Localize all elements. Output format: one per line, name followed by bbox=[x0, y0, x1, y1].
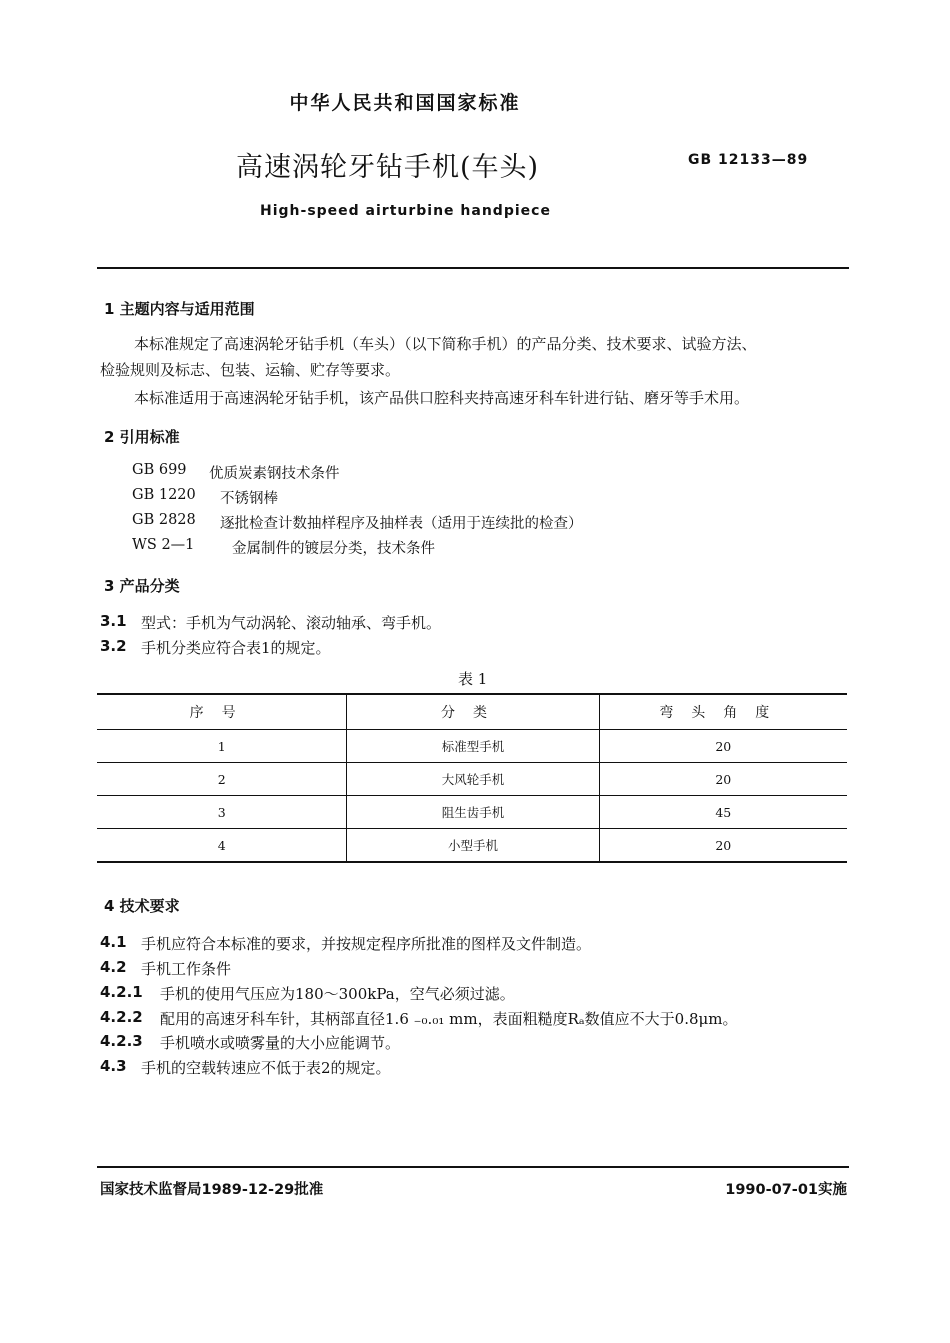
column-header-number: 序号 bbox=[97, 694, 347, 730]
section-1-para-1: 本标准规定了高速涡轮牙钻手机（车头）（以下简称手机）的产品分类、技术要求、试验方法、 bbox=[134, 335, 757, 353]
reference-title: 逐批检查计数抽样程序及抽样表（适用于连续批的检查） bbox=[220, 516, 583, 532]
clause-text: 手机工作条件 bbox=[141, 960, 232, 978]
document-title: 高速涡轮牙钻手机(车头) bbox=[236, 152, 540, 183]
cell-bend-angle: 45 bbox=[599, 796, 847, 829]
table-header-row bbox=[97, 694, 847, 730]
clause-text: 手机的使用气压应为180～300kPa，空气必须过滤。 bbox=[160, 985, 515, 1003]
clause-text: 型式：手机为气动涡轮、滚动轴承、弯手机。 bbox=[141, 614, 442, 632]
cell-number: 4 bbox=[97, 829, 347, 863]
effective-date: 1990-07-01实施 bbox=[725, 1182, 847, 1198]
clause-number: 4.1 bbox=[100, 933, 127, 951]
cell-category: 阻生齿手机 bbox=[347, 796, 599, 829]
clause-number: 4.2.3 bbox=[100, 1032, 143, 1050]
reference-title: 不锈钢棒 bbox=[220, 491, 278, 507]
reference-code: GB 1220 bbox=[132, 487, 196, 503]
cell-number: 2 bbox=[97, 763, 347, 796]
table-row bbox=[97, 829, 847, 863]
section-1-para-2: 本标准适用于高速涡轮牙钻手机，该产品供口腔科夹持高速牙科车针进行钻、磨牙等手术用。 bbox=[134, 389, 750, 407]
approval-date: 国家技术监督局1989-12-29批准 bbox=[100, 1182, 324, 1198]
cell-category: 大风轮手机 bbox=[347, 763, 599, 796]
header-divider bbox=[97, 267, 849, 269]
table-1-caption: 表 1 bbox=[458, 670, 488, 688]
cell-bend-angle: 20 bbox=[599, 730, 847, 763]
clause-text: 手机分类应符合表1的规定。 bbox=[141, 639, 331, 657]
reference-title: 优质炭素钢技术条件 bbox=[209, 466, 340, 482]
table-row bbox=[97, 796, 847, 829]
reference-title: 金属制件的镀层分类，技术条件 bbox=[232, 541, 435, 557]
clause-text: 配用的高速牙科车针，其柄部直径1.6 ₋₀.₀₁ mm，表面粗糙度Rₐ数值应不大于0.8μm。 bbox=[160, 1010, 738, 1028]
reference-code: GB 699 bbox=[132, 462, 187, 478]
clause-number: 3.2 bbox=[100, 637, 127, 655]
section-3-heading: 3 产品分类 bbox=[104, 577, 180, 595]
clause-text: 手机喷水或喷雾量的大小应能调节。 bbox=[160, 1034, 401, 1052]
cell-number: 3 bbox=[97, 796, 347, 829]
clause-number: 4.3 bbox=[100, 1057, 127, 1075]
cell-number: 1 bbox=[97, 730, 347, 763]
reference-code: WS 2—1 bbox=[132, 537, 195, 553]
english-title: High-speed airturbine handpiece bbox=[260, 203, 551, 219]
cell-bend-angle: 20 bbox=[599, 829, 847, 863]
issuer-title: 中华人民共和国国家标准 bbox=[289, 92, 521, 114]
clause-number: 4.2.2 bbox=[100, 1008, 143, 1026]
standard-code: GB 12133—89 bbox=[688, 152, 809, 168]
clause-text: 手机的空载转速应不低于表2的规定。 bbox=[141, 1059, 391, 1077]
classification-table bbox=[97, 693, 847, 863]
cell-bend-angle: 20 bbox=[599, 763, 847, 796]
section-1-para-1-cont: 检验规则及标志、包装、运输、贮存等要求。 bbox=[100, 361, 401, 379]
footer-divider bbox=[97, 1166, 849, 1168]
column-header-bend-angle: 弯头角度 bbox=[599, 694, 847, 730]
clause-number: 4.2.1 bbox=[100, 983, 143, 1001]
table-row bbox=[97, 763, 847, 796]
reference-code: GB 2828 bbox=[132, 512, 196, 528]
cell-category: 标准型手机 bbox=[347, 730, 599, 763]
section-4-heading: 4 技术要求 bbox=[104, 897, 180, 915]
cell-category: 小型手机 bbox=[347, 829, 599, 863]
clause-text: 手机应符合本标准的要求，并按规定程序所批准的图样及文件制造。 bbox=[141, 935, 592, 953]
clause-number: 4.2 bbox=[100, 958, 127, 976]
clause-number: 3.1 bbox=[100, 612, 127, 630]
section-2-heading: 2 引用标准 bbox=[104, 428, 180, 446]
section-1-heading: 1 主题内容与适用范围 bbox=[104, 300, 255, 318]
column-header-category: 分类 bbox=[347, 694, 599, 730]
table-row bbox=[97, 730, 847, 763]
